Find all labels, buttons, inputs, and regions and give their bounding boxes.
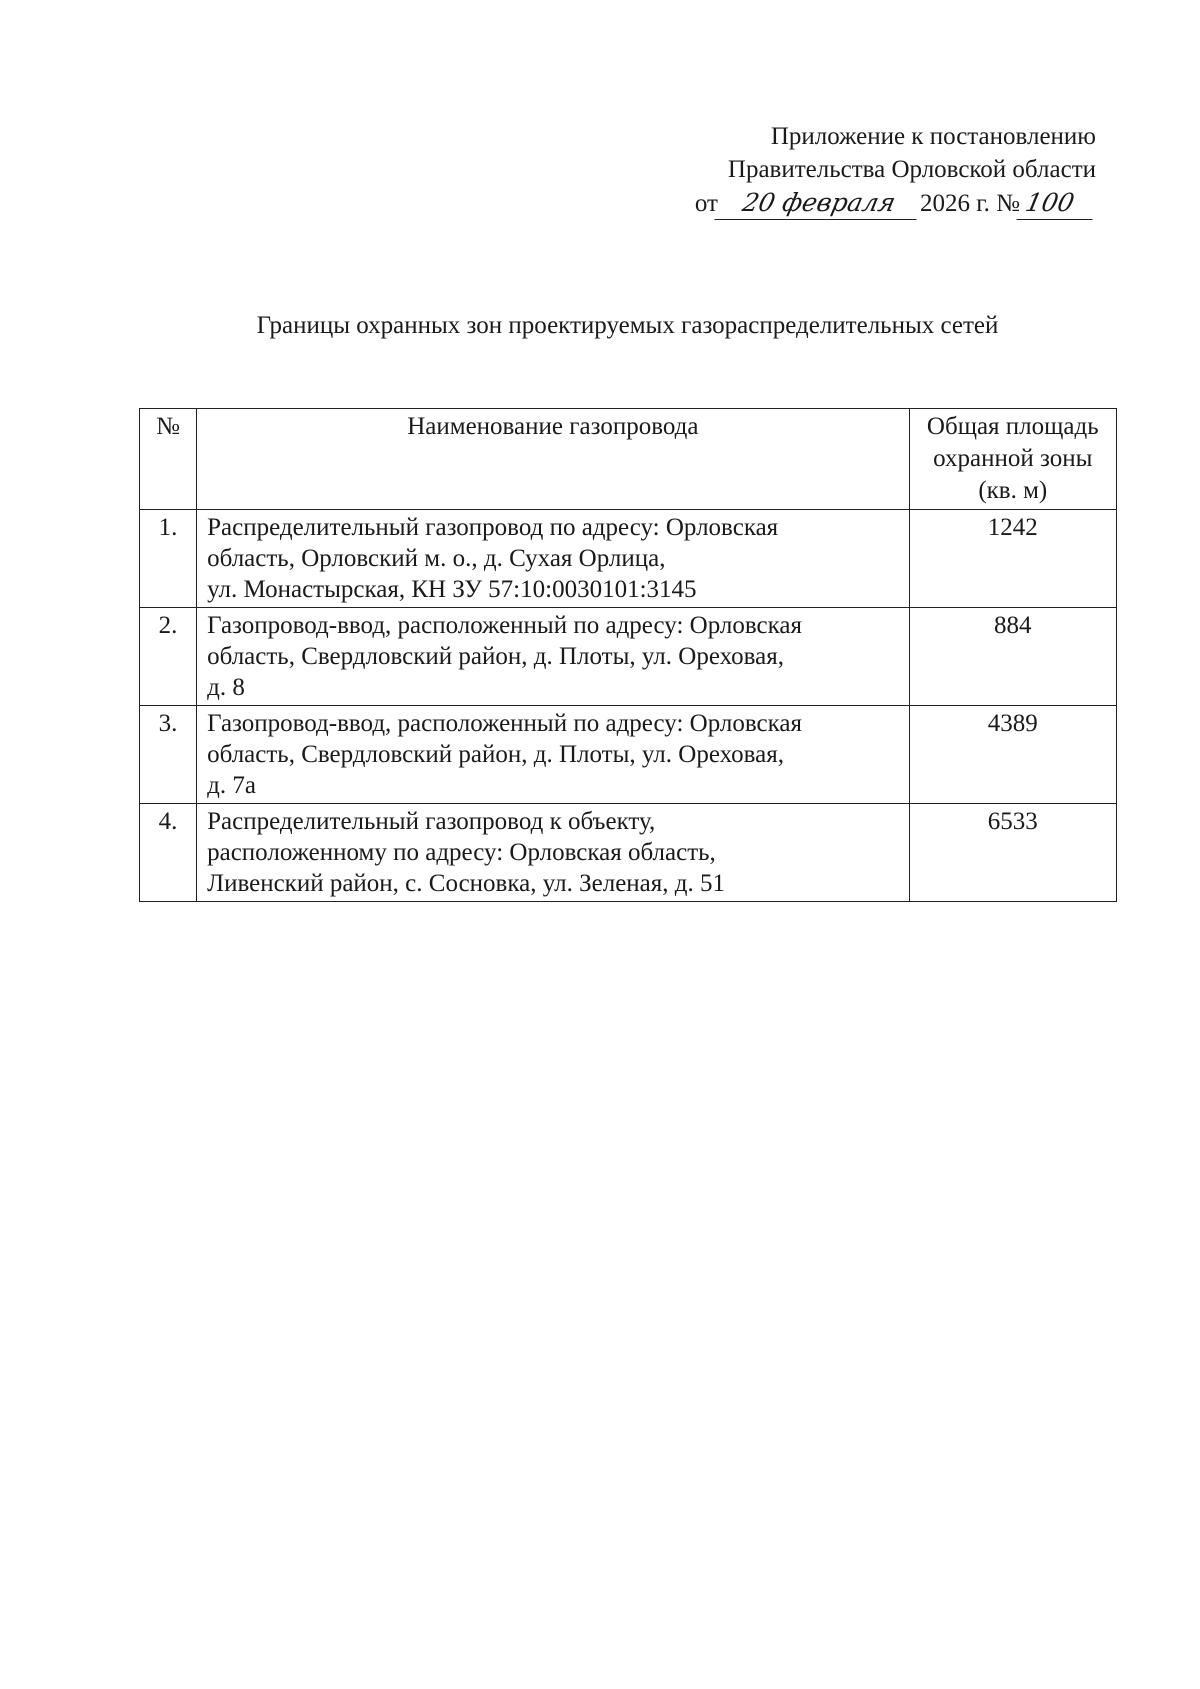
handwritten-number: 100 bbox=[1016, 186, 1099, 220]
row-name bbox=[197, 608, 909, 706]
row-area: 1242 bbox=[909, 510, 1116, 608]
table-header-row bbox=[140, 409, 1117, 510]
header-area-line: охранной зоны bbox=[933, 445, 1093, 472]
row-num: 3. bbox=[140, 706, 197, 804]
row-name bbox=[197, 510, 909, 608]
table-row bbox=[140, 608, 1117, 706]
header-area bbox=[909, 409, 1116, 510]
row-name-line: Газопровод-ввод, расположенный по адресу: Орловская bbox=[207, 710, 802, 737]
row-num: 4. bbox=[140, 804, 197, 902]
table-row bbox=[140, 804, 1117, 902]
row-name-line: Ливенский район, с. Сосновка, ул. Зеленая, д. 51 bbox=[207, 870, 725, 897]
row-name-line: область, Свердловский район, д. Плоты, ул. Ореховая, bbox=[207, 643, 784, 670]
row-name-line: Распределительный газопровод по адресу: Орловская bbox=[207, 514, 779, 541]
appendix-header bbox=[695, 120, 1096, 220]
row-area: 6533 bbox=[909, 804, 1116, 902]
protection-zones-table bbox=[139, 408, 1117, 902]
row-name-line: область, Орловский м. о., д. Сухая Орлица, bbox=[207, 545, 666, 572]
appendix-line-3 bbox=[695, 186, 1096, 220]
appendix-line-1: Приложение к постановлению bbox=[770, 123, 1096, 150]
row-name bbox=[197, 706, 909, 804]
row-num: 1. bbox=[140, 510, 197, 608]
row-num: 2. bbox=[140, 608, 197, 706]
row-name-line: Распределительный газопровод к объекту, bbox=[207, 808, 656, 835]
row-name-line: д. 8 bbox=[207, 674, 245, 701]
header-num: № bbox=[140, 409, 197, 510]
row-name-line: расположенному по адресу: Орловская область, bbox=[207, 839, 716, 866]
row-area: 4389 bbox=[909, 706, 1116, 804]
header-area-line: (кв. м) bbox=[978, 477, 1048, 504]
handwritten-date: 20 февраля bbox=[714, 186, 923, 220]
header-name: Наименование газопровода bbox=[197, 409, 909, 510]
document-title: Границы охранных зон проектируемых газораспределительных сетей bbox=[256, 312, 999, 339]
year-number-label: 2026 г. № bbox=[919, 190, 1020, 217]
row-area: 884 bbox=[909, 608, 1116, 706]
row-name-line: область, Свердловский район, д. Плоты, ул. Ореховая, bbox=[207, 741, 784, 768]
header-area-line: Общая площадь bbox=[926, 413, 1099, 440]
row-name-line: ул. Монастырская, КН ЗУ 57:10:0030101:3145 bbox=[207, 576, 697, 603]
date-prefix: от bbox=[694, 190, 718, 217]
row-name bbox=[197, 804, 909, 902]
table-row bbox=[140, 510, 1117, 608]
appendix-line-2: Правительства Орловской области bbox=[727, 156, 1096, 183]
row-name-line: Газопровод-ввод, расположенный по адресу: Орловская bbox=[207, 612, 802, 639]
table-row bbox=[140, 706, 1117, 804]
row-name-line: д. 7а bbox=[207, 772, 256, 799]
